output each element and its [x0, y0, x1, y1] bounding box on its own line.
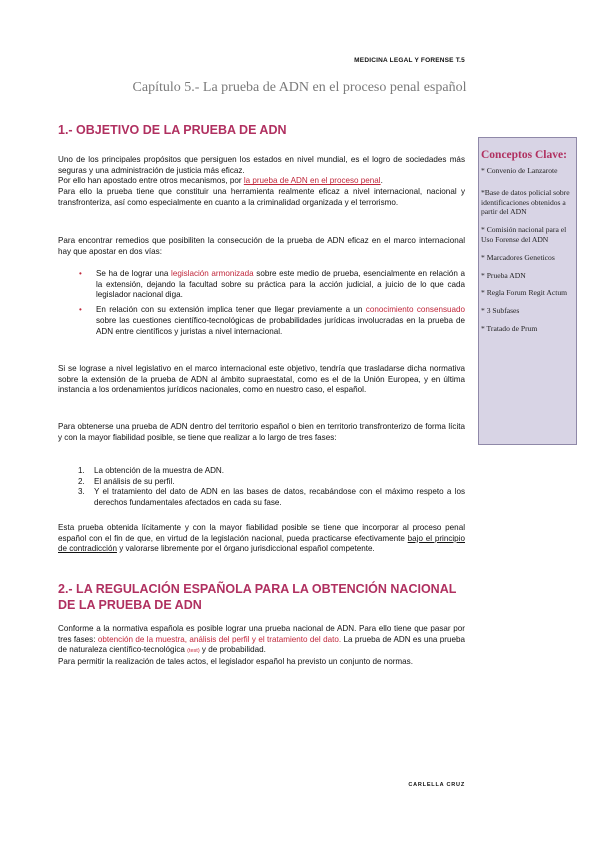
bullet-item [79, 269, 465, 301]
text: La prueba de ADN es una prueba de naturaleza científico-tecnológica [58, 634, 465, 655]
sidebar-item: * Tratado de Prum [481, 323, 538, 333]
text: Se ha de lograr una [96, 269, 172, 278]
sidebar-title: Conceptos Clave: [481, 149, 567, 161]
paragraph: Si se lograse a nivel legislativo en el marco internacional este objetivo, tendría que trasladarse dicha normativa sobre la extensión de la prueba de ADN al ámbito supraestatal, como es el de la Unión Europea, y en última instancia a los ordenamientos jurídicos nacionales, como en nuestro caso, el español. [58, 364, 465, 395]
paragraph: Para permitir la realización de tales actos, el legislador español ha previsto un conjunto de normas. [58, 657, 413, 667]
sidebar-item: * Convenio de Lanzarote [481, 166, 558, 175]
list-item [78, 487, 465, 508]
sidebar-item: * Prueba ADN [481, 270, 526, 280]
chapter-title: Capítulo 5.- La prueba de ADN en el proceso penal español [132, 80, 467, 95]
bullet-icon: • [79, 305, 82, 315]
bullet-item [79, 305, 465, 337]
list-text: Y el tratamiento del dato de ADN en las bases de datos, recabándose con el máximo respeto a los derechos fundamentales afectados en cada su fase. [94, 487, 465, 508]
sidebar-item: * Comisión nacional para el Uso Forense del ADN [481, 225, 567, 244]
list-item [78, 477, 465, 488]
section1-intro [58, 155, 465, 209]
highlight-text: legislación armonizada [171, 269, 254, 278]
list-text: El análisis de su perfil. [94, 476, 175, 486]
text: sobre este medio de prueba, esencialmente en relación a la extensión, dejando la facultad sobre su práctica para la acción judicial, a juicio de lo que cada legislador nacional diga. [96, 269, 465, 300]
paragraph [58, 624, 465, 657]
text: Por ello han apostado entre otros mecanismos, por [58, 176, 244, 186]
sidebar-list [481, 166, 576, 342]
paragraph: Para obtenerse una prueba de ADN dentro del territorio español o bien en territorio transfronterizo de forma lícita y con la mayor fiabilidad posible, se tiene que realizar a lo largo de tres fases: [58, 422, 465, 442]
paragraph: Uno de los principales propósitos que persiguen los estados en nivel mundial, es el logro de sociedades más seguras y una administración de justicia más eficaz. [58, 155, 465, 175]
paragraph [58, 176, 465, 187]
list-item [78, 466, 465, 477]
text: y de probabilidad. [199, 645, 266, 655]
highlight-text: obtención de la muestra, análisis del perfil y el tratamiento del dato. [97, 634, 342, 644]
numbered-list [78, 466, 465, 509]
key-concepts-sidebar [478, 137, 577, 445]
author-footer: CARLELLA CRUZ [408, 782, 465, 788]
bullet-list [79, 269, 465, 341]
sidebar-item: * Marcadores Geneticos [481, 252, 555, 262]
text: y valorarse libremente por el órgano jurisdiccional español competente. [116, 544, 375, 554]
annotation-text: (test) [187, 648, 200, 655]
section1-heading: 1.- OBJETIVO DE LA PRUEBA DE ADN [58, 123, 287, 137]
section2-heading: 2.- LA REGULACIÓN ESPAÑOLA PARA LA OBTENCIÓN NACIONAL DE LA PRUEBA DE ADN [58, 582, 457, 612]
list-number: 3. [78, 487, 85, 497]
bullet-icon: • [79, 269, 82, 278]
list-number: 2. [78, 476, 85, 486]
text: . [380, 176, 383, 186]
list-number: 1. [78, 466, 85, 475]
text: Conforme a la normativa española es posible lograr una prueba nacional de ADN. Para ello tiene que pasar por tres fases: [58, 624, 465, 644]
sidebar-item: * 3 Subfases [481, 306, 520, 316]
section2-body [58, 624, 465, 668]
paragraph: Para ello la prueba tiene que constituir una herramienta realmente eficaz a nivel internacional, nacional y transfronteriza, así como especialmente en cuanto a la criminalidad organizada y el terrorismo. [58, 187, 465, 207]
highlight-text: conocimiento consensuado [365, 305, 465, 315]
sidebar-item: * Regla Forum Regit Actum [481, 288, 568, 298]
text: Esta prueba obtenida lícitamente y con la mayor fiabilidad posible se tiene que incorporar al proceso penal español con el fin de que, en virtud de la legislación nacional, pueda practicarse efectivamente [58, 523, 465, 543]
underlined-text: bajo el principio de contradicción [58, 533, 465, 554]
text: En relación con su extensión implica tener que llegar previamente a un [96, 305, 366, 315]
document-header: MEDICINA LEGAL Y FORENSE T.5 [354, 57, 465, 64]
sidebar-item: *Base de datos policial sobre identificaciones obtenidos a partir del ADN [481, 187, 570, 217]
highlight-link: la prueba de ADN en el proceso penal [243, 176, 381, 186]
text: sobre las cuestiones científico-tecnológicas de probabilidades jurídicas involucradas en la prueba de ADN entre científicos y juristas a nivel internacional. [96, 315, 465, 336]
list-text: La obtención de la muestra de ADN. [94, 466, 225, 475]
paragraph [58, 523, 465, 555]
paragraph: Para encontrar remedios que posibiliten la consecución de la prueba de ADN eficaz en el marco internacional hay que apostar en dos vías: [58, 236, 465, 256]
